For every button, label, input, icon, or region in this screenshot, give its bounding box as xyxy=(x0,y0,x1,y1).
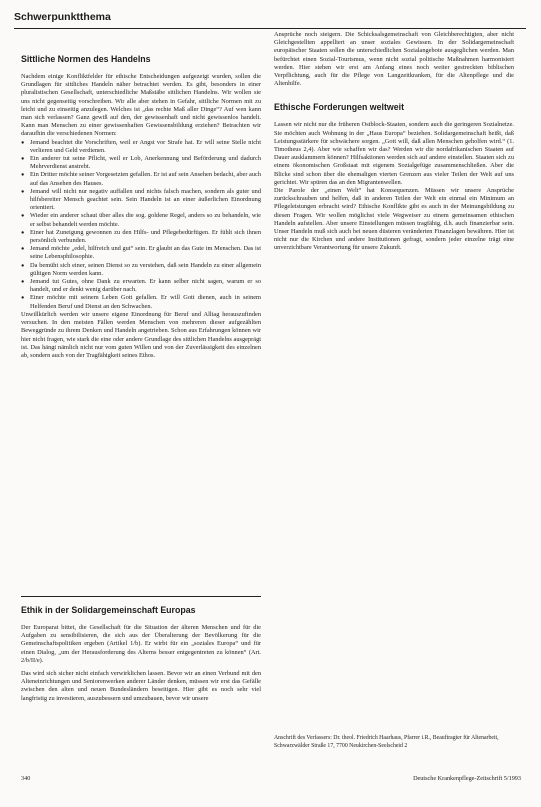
list-item: ● Jemand möchte „edel, hilfreich und gut“ sein. Er glaubt an das Gute im Menschen. Das ist seine Lebensphilosophie. xyxy=(21,245,261,261)
list-item: ● Ein anderer tut seine Pflicht, weil er Lob, Anerkennung und Beförderung und dadurch Mehrverdienst anstrebt. xyxy=(21,155,261,171)
right-column xyxy=(274,31,514,253)
page-number: 340 xyxy=(21,775,31,782)
list-item: ● Wieder ein anderer schaut über alles die sog. goldene Regel, anders so zu behandeln, wie er selbst behandelt werden möchte. xyxy=(21,212,261,228)
article3-title: Ethische Forderungen weltweit xyxy=(274,102,405,113)
list-item: ● Jemand will nicht nur negativ auffallen und nichts falsch machen, sondern als guter und hilfsbereiter Mensch geachtet sein. Sein Handeln ist an einer äußerlichen Einordnung orientiert. xyxy=(21,188,261,213)
list-item: ● Ein Dritter möchte seiner Vorgesetzten gefallen. Er ist auf sein Ansehen bedacht, aber auch auf das Ansehen des Hauses. xyxy=(21,171,261,187)
left-column xyxy=(21,54,261,360)
author-address: Anschrift des Verfassers: Dr. theol. Friedrich Haarhaus, Pfarrer i.R., Beauftragter für Altenarbeit, Schwarzwälder Straße 17, 7700 Neukirchen-Seelscheid 2 xyxy=(274,735,499,749)
article1-intro: Nachdem einige Konfliktfelder für ethische Entscheidungen aufgezeigt wurden, sollen die Grundlagen für sittliches Handeln näher betrachtet werden. Es gibt, besonders in einer pluralistischen Gesellschaft, unterschiedliche Maßstäbe sittlichen Handelns. Wir wollen sie uns nicht gegenseitig vorschreiben. Wir alle aber stehen in Gefahr, sittliche Normen mit zu leicht und zu einseitig anzulegen. Welches ist „das rechte Maß aller Dinge“? Auf wen kann man sich verlassen? Ganz gewiß auf den, der gewissenhaft und nicht gewissenlos handelt. Kann man Menschen zu einer gewissenhaften Gewissensbildung erziehen? Betrachten wir daraufhin die verschiedenen Normen: xyxy=(21,73,261,138)
article1-conclusion: Unwillkürlich werden wir unsere eigene Einordnung für Beruf und Alltag herauszufinden versuchen. In den meisten Fällen werden Menschen von mehreren dieser aufgezählten Beweggründe zu ihrem Denken und Handeln angetrieben. Schon aus Erfahrungen können wir hier nicht fragen, wie stark die eine oder andere Grundlage des sittlichen Handelns ausgeprägt ist. Das hängt nämlich nicht nur vom guten Willen und von der Zuverlässigkeit des einzelnen ab, sondern auch von der Tragfähigkeit seines Ethos. xyxy=(21,310,261,359)
article2-paragraph: Der Europarat bittet, die Gesellschaft für die Situation der älteren Menschen und für die Aufgaben zu sensibilisieren, die sich aus der Überalterung der Bevölkerung für die Gemeinschaftspolitiken ergeben (Artikel 1/b). Er wirbt für ein „soziales Europa“ und für einen Dialog, „um der Herausforderung des Alterns besser entgegentreten zu können“ (Art. 2/b/II/e). xyxy=(21,624,261,664)
list-item: ● Jemand tut Gutes, ohne Dank zu erwarten. Er kann selber nicht sagen, warum er so handelt, und er denkt wenig darüber nach. xyxy=(21,278,261,294)
list-item: ● Jemand beachtet die Vorschriften, weil er Angst vor Strafe hat. Er will seine Stelle nicht verlieren und Geld verdienen. xyxy=(21,139,261,155)
article2-paragraph: Das wird sich sicher nicht einfach verwirklichen lassen. Bevor wir an einen Verbund mit den Alteneinrichtungen und Seniorenwerken anderer Länder denken, müssen wir erst das Gefälle zwischen den alten und neuen Bundesländern beseitigen. Hier gibt es noch sehr viel langfristig zu investieren, auszubessern und umzubauen, bevor wir unsere xyxy=(21,670,261,702)
article1-title: Sittliche Normen des Handelns xyxy=(21,54,151,64)
section-header xyxy=(14,6,526,29)
journal-name: Deutsche Krankenpflege-Zeitschrift 5/1993 xyxy=(413,775,521,782)
list-item: ● Da bemüht sich einer, seinen Dienst so zu verstehen, daß sein Handeln zu einer allgemein gültigen Norm werden kann. xyxy=(21,262,261,278)
article3-paragraph: Die Parole der „einen Welt“ hat Konsequenzen. Müssen wir unsere Ansprüche zurückschrauben und helfen, daß in anderen Teilen der Welt ein einmal ein Minimum an Pflegeleistungen erbracht wird? Ethische Konflikte gibt es auch in der Meinungsbildung zu diesen Fragen. Wir wollen möglichst viele Wegweiser zu einem gemeinsamen ethischen Handeln aufstellen. Aber unsere Einstellungen müssen tragfähig, d.h. auch finanzierbar sein. Unser Handeln muß sich auch bei neuen düsteren veränderten Finanzlagen bewähren. Hier ist nicht nur die Kirchen und andere Institutionen gefragt, sondern jeder einzelne trägt eine unverzichtbare Verantwortung für unsere Zukunft. xyxy=(274,187,514,252)
article2-continuation: Ansprüche noch steigern. Die Schicksalsgemeinschaft von Gleichberechtigten, aber nicht Gleichgestellten appelliert an unser soziales Gewissen. In der Solidargemeinschaft europäischer Staaten sollen die unterschiedlichen Sozialangebote ausgeglichen werden. Man befürchtet einen Sozial-Tourismus, wenn nicht sozial politische Maßnahmen harmonisiert werden. Hier stehen wir erst am Anfang eines noch weiter gestreckten biblischen Verpflichtung, auch für die Pflege von Langzeitkranken, für die Altenpflege und die Altenhilfe. xyxy=(274,31,514,88)
article3-paragraph: Lassen wir nicht nur die früheren Ostblock-Staaten, sondern auch die geringeren Sozialnetze. Sie möchten auch Wohnung in der „Haus Europa“ beziehen. Solidargemeinschaft heißt, daß Leistungsstärkere für schwächere sorgen. „Gott will, daß allen Menschen geholfen wird.“ (1. Timotheus 2,4). Aber wie schaffen wir das? Werden wir die nordafrikanischen Staaten auf Dauer ausklammern können? Hilfsaktionen werden sich auf andere einstellen. Staaten sich zu einem ökonomischen Großstaat mit eigenem Sozialgefüge zusammenschließen. Aber die Blicke sind schon über die ehemaligen vierten Grenzen aus vieler Teilen der Welt auf uns gerichtet. Wir spüren das an den Migrantenwellen. xyxy=(274,121,514,186)
article2-title: Ethik in der Solidargemeinschaft Europas xyxy=(21,605,196,615)
list-item: ● Einer möchte mit seinem Leben Gott gefallen. Er will Gott dienen, auch in seinem Helfenden Beruf und Dienst an den Schwachen. xyxy=(21,294,261,310)
norms-list xyxy=(21,139,261,311)
article2-section xyxy=(21,596,261,703)
list-item: ● Einer hat Zuneigung gewonnen zu den Hilfs- und Pflegebedürftigen. Er fühlt sich ihnen persönlich verbunden. xyxy=(21,229,261,245)
section-title: Schwerpunktthema xyxy=(14,11,111,23)
